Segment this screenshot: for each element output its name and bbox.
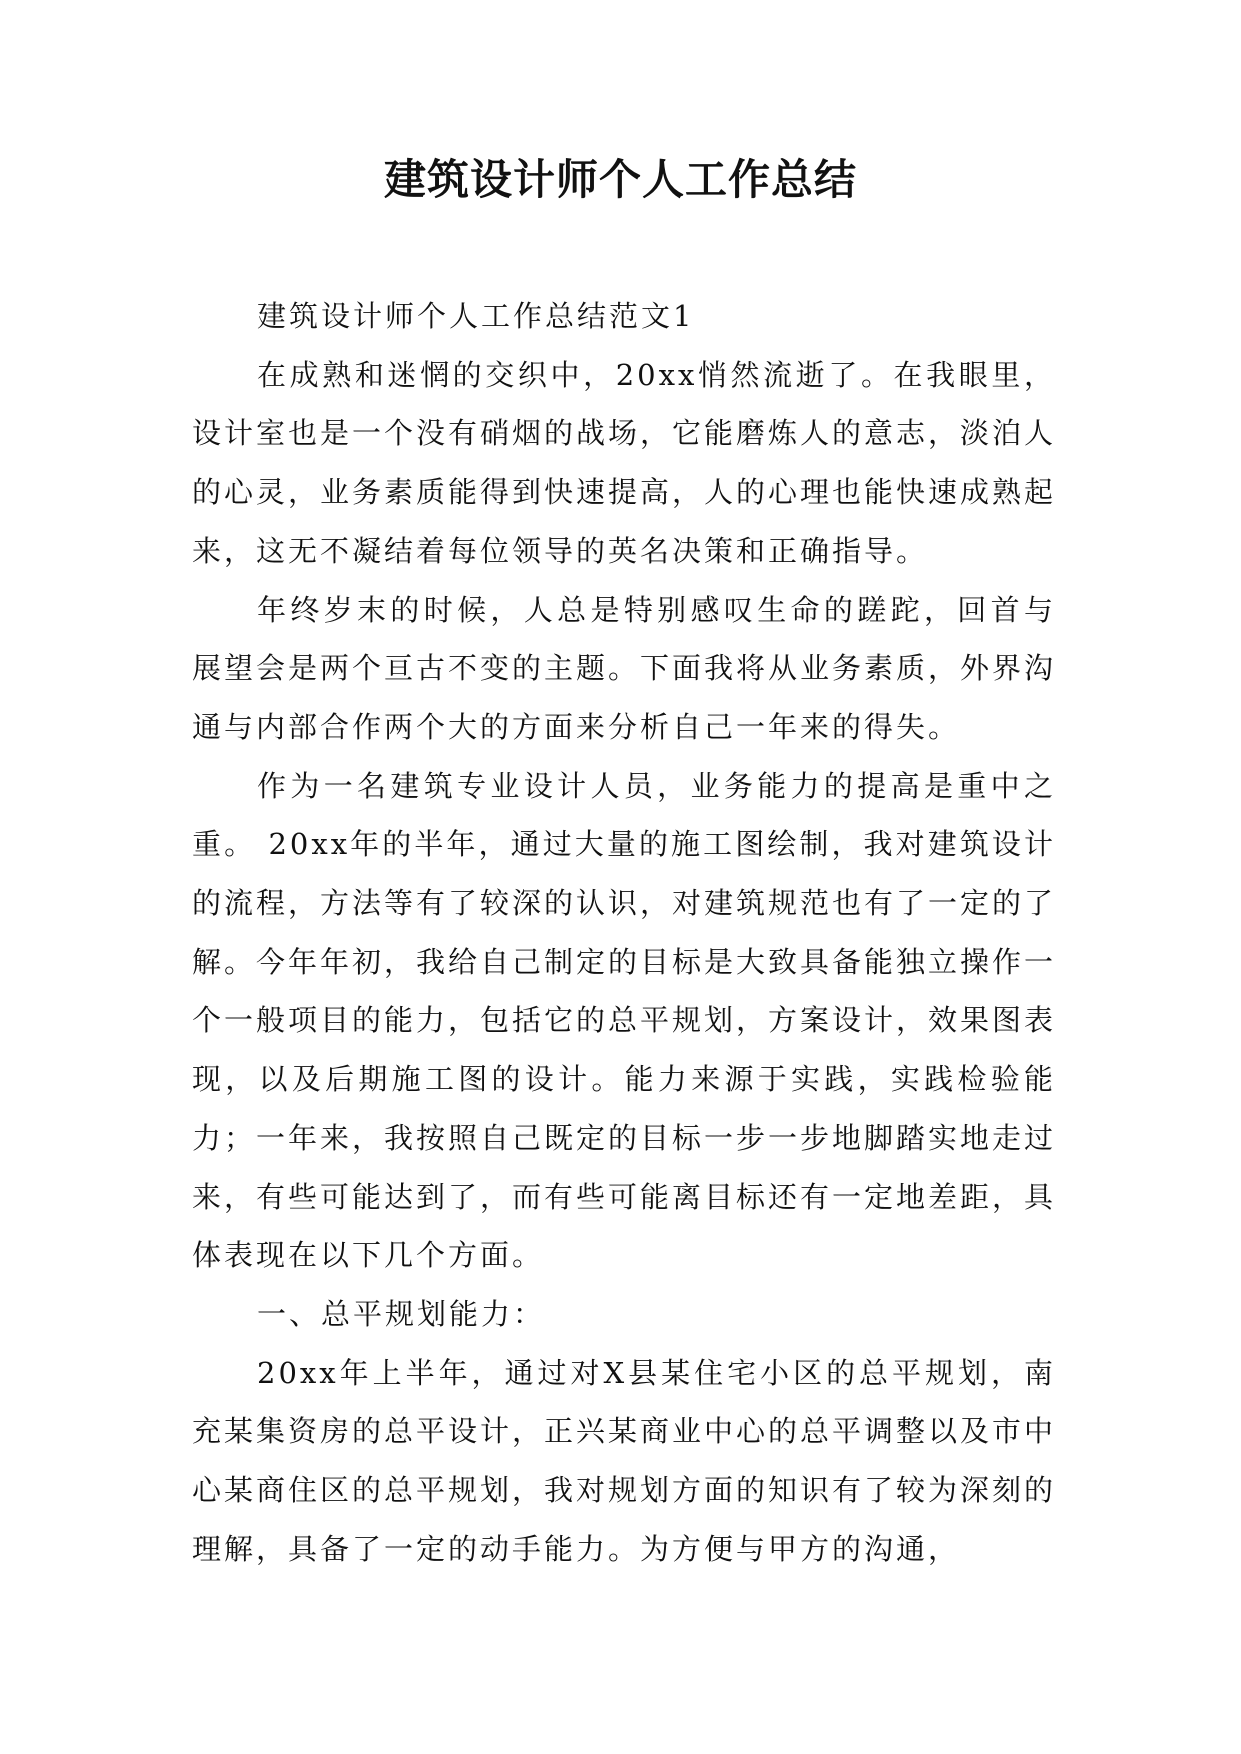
paragraph-intro: 在成熟和迷惘的交织中，20xx悄然流逝了。在我眼里，设计室也是一个没有硝烟的战场，它能磨炼人的意志，淡泊人的心灵，业务素质能得到快速提高，人的心理也能快速成熟起来，这无不凝结着每位领导的英名决策和正确指导。 [192, 357, 1057, 568]
paragraph-year-end: 年终岁末的时候，人总是特别感叹生命的蹉跎，回首与展望会是两个亘古不变的主题。下面我将从业务素质，外界沟通与内部合作两个大的方面来分析自己一年来的得失。 [192, 592, 1057, 744]
document-title: 建筑设计师个人工作总结 [383, 155, 857, 204]
paragraph-subtitle: 建筑设计师个人工作总结范文1 [257, 299, 695, 333]
paragraph-professional-ability: 作为一名建筑专业设计人员，业务能力的提高是重中之重。 20xx年的半年，通过大量的施工图绘制，我对建筑设计的流程，方法等有了较深的认识，对建筑规范也有了一定的了解。今年年初，我给自己制定的目标是大致具备能独立操作一个一般项目的能力，包括它的总平规划，方案设计，效果图表现，以及后期施工图的设计。能力来源于实践，实践检验能力；一年来，我按照自己既定的目标一步一步地脚踏实地走过来，有些可能达到了，而有些可能离目标还有一定地差距，具体表现在以下几个方面。 [192, 768, 1057, 1273]
document-body [192, 287, 1056, 1578]
section-heading-planning: 一、总平规划能力： [257, 1296, 546, 1331]
paragraph-planning: 20xx年上半年，通过对X县某住宅小区的总平规划，南充某集资房的总平设计，正兴某商业中心的总平调整以及市中心某商住区的总平规划，我对规划方面的知识有了较为深刻的理解，具备了一定的动手能力。为方便与甲方的沟通， [192, 1355, 1057, 1566]
